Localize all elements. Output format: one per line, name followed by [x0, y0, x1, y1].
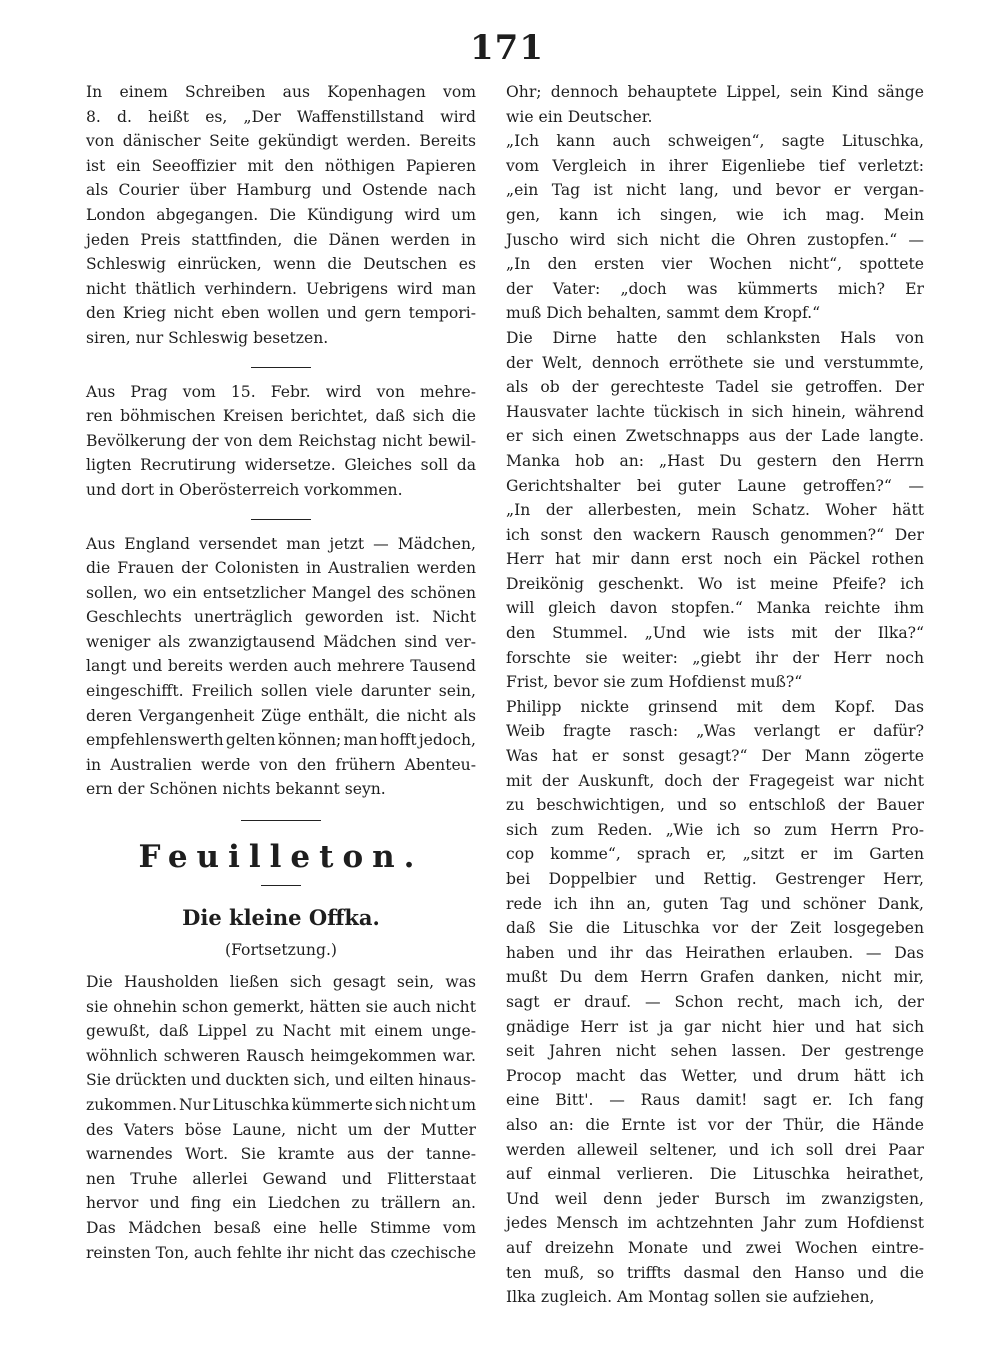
story-paragraph — [506, 326, 924, 695]
text-line: gen, kann ich singen, wie ich mag. Mein — [506, 205, 924, 224]
text-line: Gerichtshalter bei guter Laune getroffen?“ — — [506, 476, 924, 495]
news-paragraph-england — [86, 532, 476, 803]
text-line: London abgegangen. Die Kündigung wird um — [86, 205, 476, 224]
text-line: Philipp nickte grinsend mit dem Kopf. Das — [506, 697, 924, 716]
text-line: nicht thätlich verhindern. Uebrigens wird man — [86, 279, 476, 298]
text-line: Bevölkerung der von dem Reichstag nicht bewil- — [86, 431, 476, 450]
news-paragraph-prague — [86, 380, 476, 503]
text-line: gnädige Herr ist ja gar nicht hier und hat sich — [506, 1017, 924, 1036]
text-line: der Vater: „doch was kümmerts mich? Er — [506, 279, 924, 298]
text-line: sie ohnehin schon gemerkt, hätten sie auch nicht — [86, 997, 476, 1016]
text-line: forschte sie weiter: „giebt ihr der Herr noch — [506, 648, 924, 667]
text-line: Schleswig einrücken, wenn die Deutschen es — [86, 255, 476, 274]
text-line: sagt er drauf. — Schon recht, mach ich, der — [506, 992, 924, 1011]
text-line: Frist, bevor sie zum Hofdienst muß?“ — [506, 673, 803, 692]
text-line: sollen, wo ein entsetzlicher Mangel des schönen — [86, 583, 476, 602]
text-line: Das Mädchen besaß eine helle Stimme vom — [86, 1218, 476, 1237]
text-line: muß Dich behalten, sammt dem Kropf.“ — [506, 304, 821, 323]
text-line: wie ein Deutscher. — [506, 107, 653, 126]
text-line: „In der allerbesten, mein Schatz. Woher hätt — [506, 501, 924, 520]
text-line: mußt Du dem Herrn Grafen danken, nicht mir, — [506, 968, 924, 987]
text-line: Und weil denn jeder Bursch im zwanzigsten, — [506, 1189, 924, 1208]
text-line: Geschlechts unerträglich geworden ist. Nicht — [86, 608, 476, 627]
text-line: „In den ersten vier Wochen nicht“, spottete — [506, 255, 924, 274]
text-line: nen Truhe allerlei Gewand und Flitterstaat — [86, 1169, 476, 1188]
text-line: Hausvater lachte tückisch in sich hinein, während — [506, 402, 924, 421]
text-line: Aus Prag vom 15. Febr. wird von mehre- — [86, 382, 476, 401]
text-line: auf dreizehn Monate und zwei Wochen eintre- — [506, 1238, 924, 1257]
news-paragraph-copenhagen — [86, 80, 476, 351]
text-line: von dänischer Seite gekündigt werden. Bereits — [86, 132, 476, 151]
text-line: deren Vergangenheit Züge enthält, die nicht als — [86, 706, 476, 725]
text-line: jedes Mensch im achtzehnten Jahr zum Hofdienst — [506, 1214, 924, 1233]
text-line: als ob der gerechteste Tadel sie getroffen. Der — [506, 378, 924, 397]
text-line: als Courier über Hamburg und Ostende nach — [86, 181, 476, 200]
text-line: Procop macht das Wetter, und drum hätt ich — [506, 1066, 924, 1085]
text-line: hervor und fing ein Liedchen zu trällern an. — [86, 1194, 476, 1213]
text-line: sich zum Reden. „Wie ich so zum Herrn Pro- — [506, 820, 924, 839]
section-divider — [251, 519, 311, 520]
text-line: des Vaters böse Laune, nicht um der Mutter — [86, 1120, 476, 1139]
text-line: auf einmal verlieren. Die Lituschka heirathet, — [506, 1165, 924, 1184]
text-line: in Australien werde von den frühern Abenteu- — [86, 755, 476, 774]
text-line: weniger als zwanzigtausend Mädchen sind ver- — [86, 632, 476, 651]
text-line: und dort in Oberösterreich vorkommen. — [86, 480, 403, 499]
text-line: zu beschwichtigen, und so entschloß der Bauer — [506, 796, 924, 815]
text-line: er sich einen Zwetschnapps aus der Lade langte. — [506, 427, 924, 446]
text-line: den Krieg nicht eben wollen und gern tempori- — [86, 304, 476, 323]
text-line: Manka hob an: „Hast Du gestern den Herrn — [506, 451, 924, 470]
text-line: also an: die Ernte ist vor der Thür, die Hände — [506, 1115, 924, 1134]
text-line: 8. d. heißt es, „Der Waffenstillstand wird — [86, 107, 476, 126]
text-line: vom Vergleich in ihrer Eigenliebe tief verletzt: — [506, 156, 924, 175]
text-line: der Welt, dennoch erröthete sie und verstummte, — [506, 353, 924, 372]
feuilleton-divider — [241, 820, 321, 821]
section-divider — [251, 367, 311, 368]
text-line: seit Jahren nicht sehen lassen. Der gestrenge — [506, 1042, 924, 1061]
text-line: ligten Recrutirung widersetze. Gleiches soll da — [86, 456, 476, 475]
text-line: mit der Auskunft, doch der Fragegeist war nicht — [506, 771, 924, 790]
text-line: „Ich kann auch schweigen“, sagte Lituschka, — [506, 132, 924, 151]
text-line: gewußt, daß Lippel zu Nacht mit einem unge- — [86, 1022, 476, 1041]
text-line: Ohr; dennoch behauptete Lippel, sein Kind sänge — [506, 83, 924, 101]
text-line: Was hat er sonst gesagt?“ Der Mann zögerte — [506, 747, 924, 766]
text-line: Dreikönig geschenkt. Wo ist meine Pfeife? ich — [506, 574, 924, 593]
text-line: eine Bitt'. — Raus damit! sagt er. Ich fang — [506, 1091, 924, 1110]
text-line: ich sonst den wackern Rausch genommen?“ Der — [506, 525, 924, 544]
text-line: Juscho wird sich nicht die Ohren zustopfen.“ — — [506, 230, 924, 249]
feuilleton-heading: Feuilleton. — [138, 839, 424, 876]
text-line: In einem Schreiben aus Kopenhagen vom — [86, 83, 476, 101]
text-line: haben und ihr das Heirathen erlauben. — Das — [506, 943, 924, 962]
text-line: siren, nur Schleswig besetzen. — [86, 328, 329, 347]
text-line: Ilka zugleich. Am Montag sollen sie aufziehen, — [506, 1288, 875, 1307]
text-line: die Frauen der Colonisten in Australien werden — [86, 559, 476, 578]
text-line: rede ich ihn an, guten Tag und schöner Dank, — [506, 894, 924, 913]
right-column — [506, 80, 924, 1310]
text-line: will gleich davon stopfen.“ Manka reichte ihm — [506, 599, 924, 618]
text-line: zukommen. Nur Lituschka kümmerte sich nicht um — [86, 1096, 476, 1114]
text-line: ist ein Seeoffizier mit den nöthigen Papieren — [86, 156, 476, 175]
text-line: bei Doppelbier und Rettig. Gestrenger Herr, — [506, 870, 924, 888]
text-line: daß Sie die Lituschka vor der Zeit losgegeben — [506, 919, 924, 938]
text-line: werden alleweil seltener, und ich soll drei Paar — [506, 1140, 924, 1159]
text-line: Die Dirne hatte den schlanksten Hals von — [506, 328, 924, 347]
story-paragraph — [86, 970, 476, 1265]
text-line: wöhnlich schweren Rausch heimgekommen war. — [86, 1046, 476, 1065]
text-line: Die Hausholden ließen sich gesagt sein, was — [86, 973, 476, 992]
left-column — [86, 80, 476, 1265]
text-line: cop komme“, sprach er, „sitzt er im Garten — [506, 845, 924, 864]
story-paragraph — [506, 80, 924, 129]
title-divider — [261, 885, 301, 886]
story-paragraph — [506, 129, 924, 326]
text-line: den Stummel. „Und wie ists mit der Ilka?“ — [506, 624, 924, 643]
text-line: reinsten Ton, auch fehlte ihr nicht das czechische — [86, 1243, 476, 1262]
story-paragraph — [506, 695, 924, 1310]
page-number: 171 — [470, 28, 544, 68]
text-line: empfehlenswerth gelten können; man hofft jedoch, — [86, 731, 476, 750]
text-line: ern der Schönen nichts bekannt seyn. — [86, 780, 386, 799]
text-line: Herr hat mir dann erst noch ein Päckel rothen — [506, 550, 924, 569]
text-line: ten muß, so triffts dasmal den Hanso und die — [506, 1263, 924, 1282]
text-line: „ein Tag ist nicht lang, und bevor er vergan- — [506, 181, 924, 200]
text-line: Aus England versendet man jetzt — Mädchen, — [86, 534, 476, 553]
text-line: ren böhmischen Kreisen berichtet, daß sich die — [86, 407, 476, 426]
continuation-note: (Fortsetzung.) — [225, 941, 337, 960]
text-line: Weib fragte rasch: „Was verlangt er dafür? — [506, 722, 924, 741]
text-line: eingeschifft. Freilich sollen viele darunter sein, — [86, 682, 476, 701]
story-title: Die kleine Offka. — [182, 905, 380, 931]
text-line: Sie drückten und duckten sich, und eilten hinaus- — [86, 1071, 476, 1090]
text-line: jeden Preis stattfinden, die Dänen werden in — [86, 230, 476, 249]
text-line: warnendes Wort. Sie kramte aus der tanne- — [86, 1145, 476, 1164]
text-line: langt und bereits werden auch mehrere Tausend — [86, 657, 476, 676]
